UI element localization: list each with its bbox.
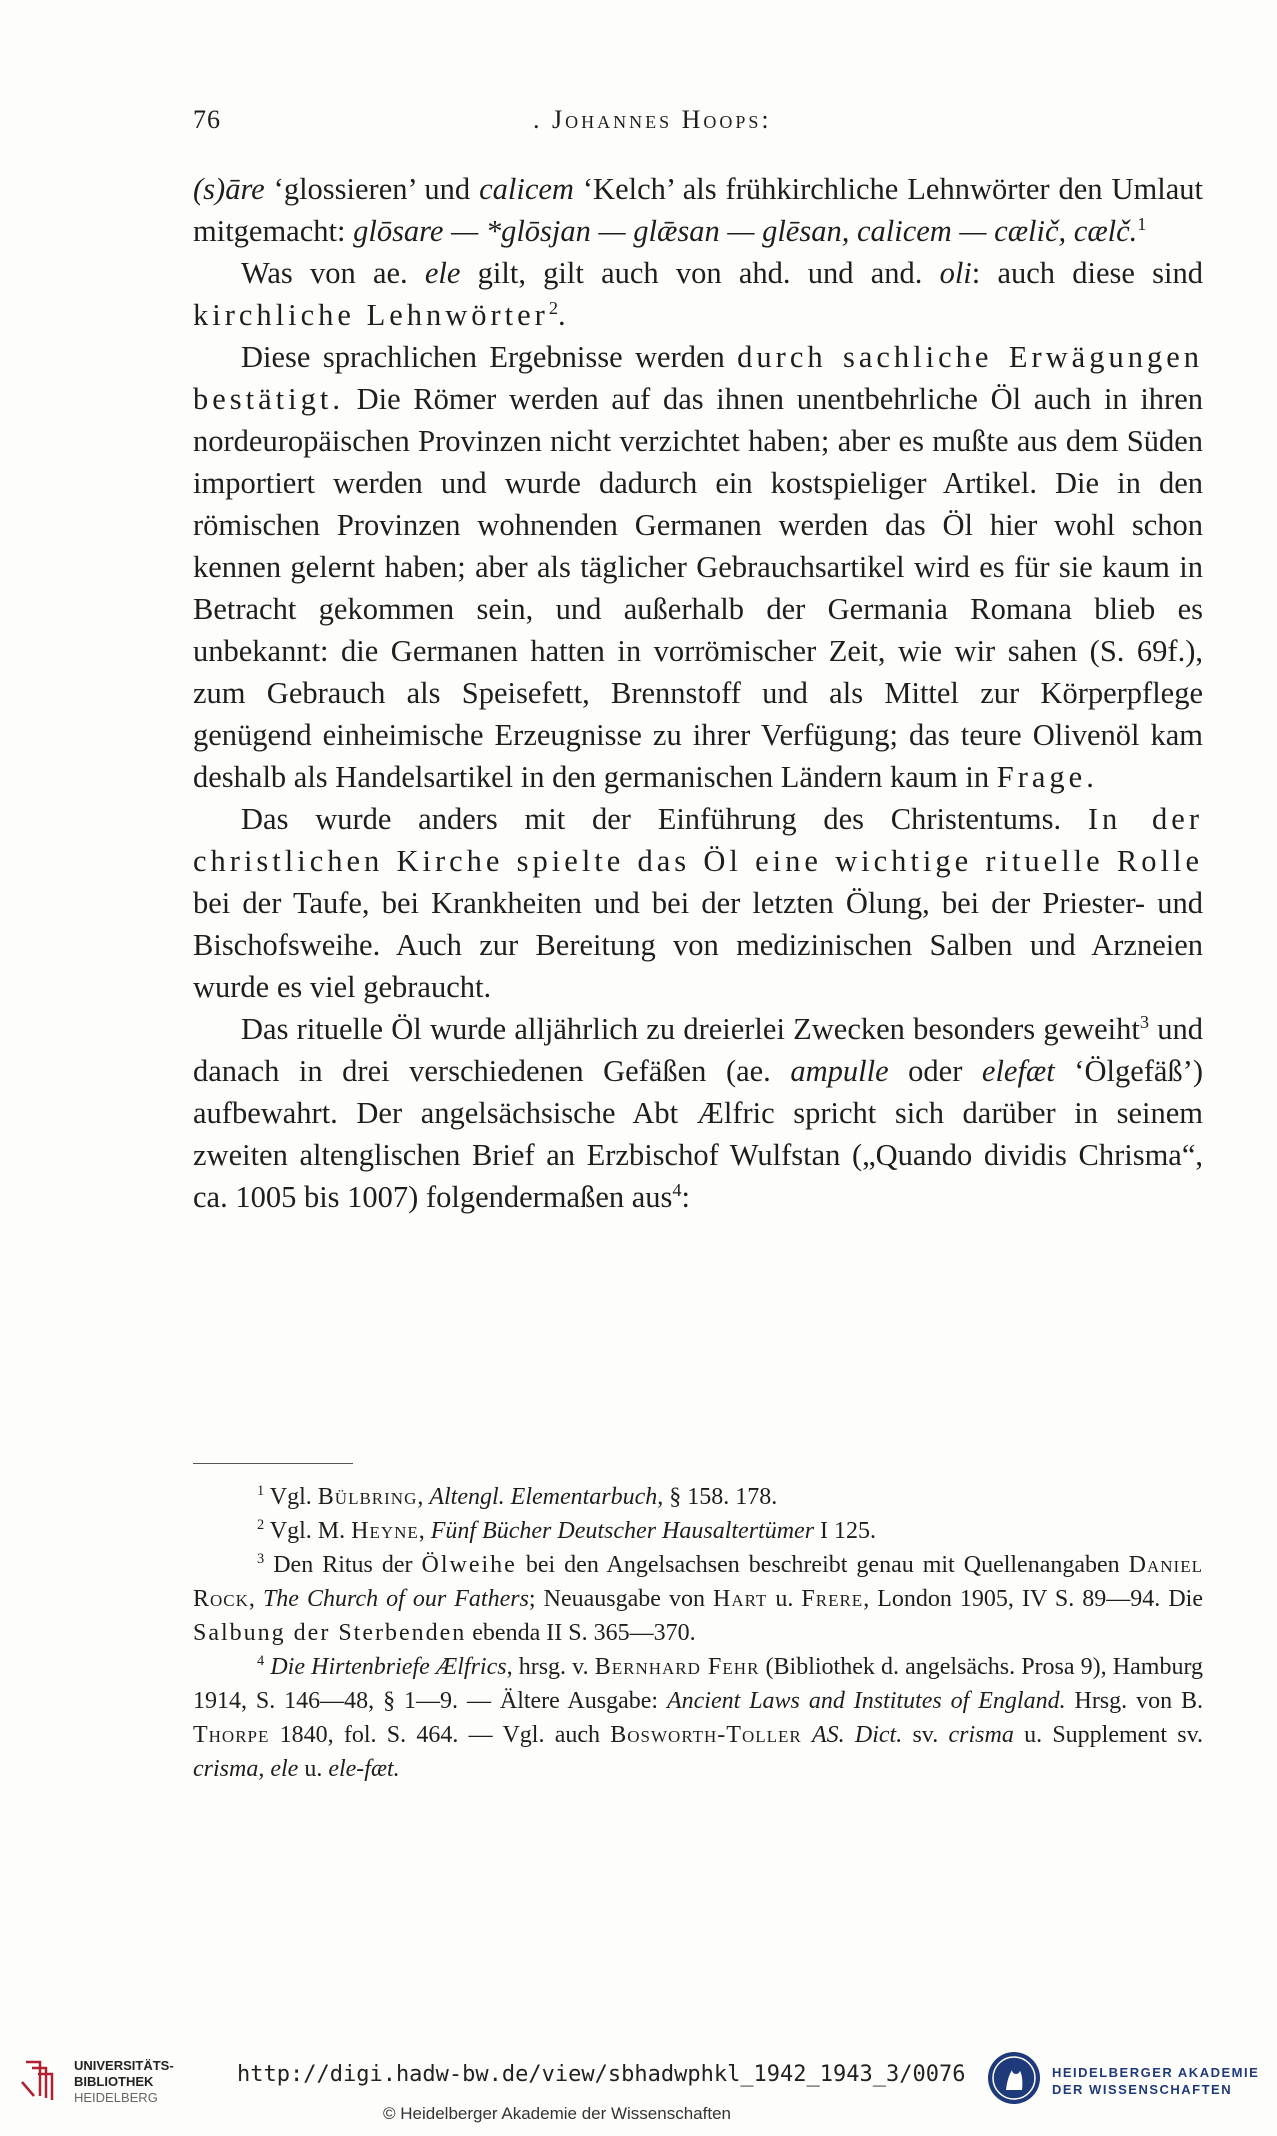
footnotes	[193, 1480, 1203, 1786]
footnote: $^1$ Vgl. Bülbring, Altengl. Elementarbuch, § 158. 178.	[257, 1483, 778, 1510]
academy-seal-icon[interactable]	[986, 2050, 1042, 2106]
page-number: 76	[193, 105, 221, 134]
library-logo-icon[interactable]	[18, 2052, 68, 2104]
footnote: $^2$ Vgl. M. Heyne, Fünf Bücher Deutscher Hausaltertümer I 125.	[257, 1517, 877, 1544]
paragraph: Das rituelle Öl wurde alljährlich zu dreierlei Zwecken besonders geweiht$^3$ und danach in drei verschiedenen Gefäßen (ae. ampulle oder elefæt ‘Ölgefäß’) aufbewahrt. Der angelsächsische Abt Ælfric spricht sich darüber in seinem zweiten altenglischen Brief an Erzbischof Wulfstan („Quando dividis Chrisma“, ca. 1005 bis 1007) folgendermaßen aus$^4$:	[193, 1011, 1204, 1214]
footnote-divider	[193, 1463, 353, 1464]
running-title: . Johannes Hoops:	[533, 105, 772, 134]
footnote: $^3$ Den Ritus der Ölweihe bei den Angelsachsen beschreibt genau mit Quellenangaben Daniel Rock, The Church of our Fathers; Neuausgabe von Hart u. Frere, London 1905, IV S. 89—94. Die Salbung der Sterbenden ebenda II S. 365—370.	[193, 1551, 1203, 1646]
footnote-ref: 1	[1137, 213, 1147, 234]
footnote-ref: 2	[548, 297, 558, 318]
body-text	[193, 168, 1203, 1218]
library-name: UNIVERSITÄTS- BIBLIOTHEK HEIDELBERG	[74, 2058, 174, 2105]
permalink-url[interactable]: http://digi.hadw-bw.de/view/sbhadwphkl_1942_1943_3/0076	[237, 2062, 966, 2087]
paragraph: (s)āre ‘glossieren’ und calicem ‘Kelch’ als frühkirchliche Lehnwörter den Umlaut mitgemacht: glōsare — *glōsjan — glǣsan — glēsan, calicem — cælič, cælč.$^1$	[193, 172, 1203, 248]
copyright-notice: © Heidelberger Akademie der Wissenschaften	[383, 2104, 731, 2123]
academy-name: HEIDELBERGER AKADEMIE DER WISSENSCHAFTEN	[1052, 2065, 1260, 2097]
footnote-ref: 4	[672, 1179, 682, 1200]
footnote: $^4$ Die Hirtenbriefe Ælfrics, hrsg. v. Bernhard Fehr (Bibliothek d. angelsächs. Prosa 9), Hamburg 1914, S. 146—48, § 1—9. — Ältere Ausgabe: Ancient Laws and Institutes of England. Hrsg. von B. Thorpe 1840, fol. S. 464. — Vgl. auch Bosworth-Toller AS. Dict. sv. crisma u. Supplement sv. crisma, ele u. ele-fæt.	[193, 1653, 1204, 1782]
paragraph: Was von ae. ele gilt, gilt auch von ahd. und and. oli: auch diese sind kirchliche Lehnwörter$^2$.	[193, 256, 1204, 332]
paragraph: Diese sprachlichen Ergebnisse werden durch sachliche Erwägungen bestätigt. Die Römer werden auf das ihnen unentbehrliche Öl auch in ihren nordeuropäischen Provinzen nicht verzichtet haben; aber es mußte aus dem Süden importiert werden und wurde dadurch ein kostspieliger Artikel. Die in den römischen Provinzen wohnenden Germanen werden das Öl hier wohl schon kennen gelernt haben; aber als täglicher Gebrauchsartikel wird es für sie kaum in Betracht gekommen sein, und außerhalb der Germania Romana blieb es unbekannt: die Germanen hatten in vorrömischer Zeit, wie wir sahen (S. 69f.), zum Gebrauch als Speisefett, Brennstoff und als Mittel zur Körperpflege genügend einheimische Erzeugnisse zu ihrer Verfügung; das teure Olivenöl kam deshalb als Handelsartikel in den germanischen Ländern kaum in Frage.	[193, 340, 1203, 794]
paragraph: Das wurde anders mit der Einführung des Christentums. In der christlichen Kirche spielte das Öl eine wichtige rituelle Rolle bei der Taufe, bei Krankheiten und bei der letzten Ölung, bei der Priester- und Bischofsweihe. Auch zur Bereitung von medizinischen Salben und Arzneien wurde es viel gebraucht.	[193, 802, 1203, 1004]
footnote-ref: 3	[1139, 1011, 1150, 1032]
